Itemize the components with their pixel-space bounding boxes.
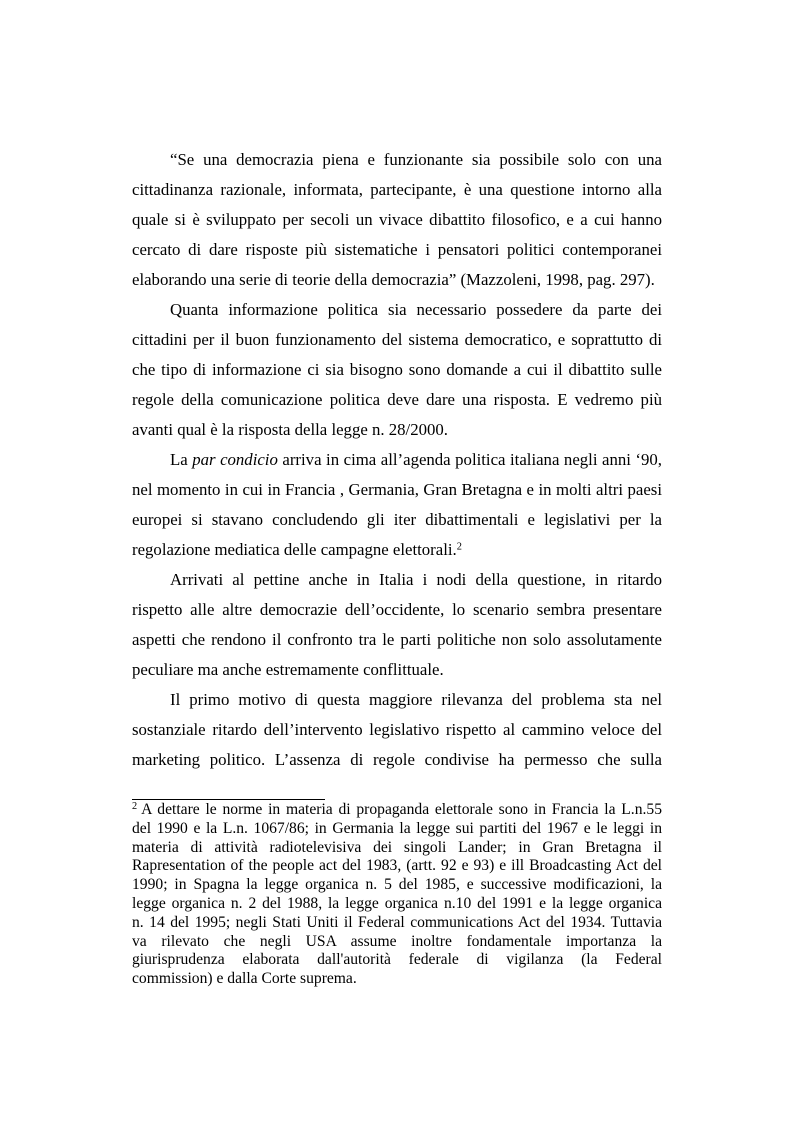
footnote-line: del 1990 e la L.n. 1067/86; in Germania la legge sui partiti del 1967 e le leggi in bbox=[132, 819, 662, 837]
text-line: europei si stavano concludendo gli iter dibattimentali e legislativi per la bbox=[132, 510, 662, 529]
footnote-line: commission) e dalla Corte suprema. bbox=[132, 970, 357, 988]
text-line: aspetti che rendono il confronto tra le parti politiche non solo assolutamente bbox=[132, 630, 662, 649]
text-line: Arrivati al pettine anche in Italia i nodi della questione, in ritardo bbox=[170, 570, 662, 589]
text-line: che tipo di informazione ci sia bisogno sono domande a cui il dibattito sulle bbox=[132, 360, 662, 379]
text-line: avanti qual è la risposta della legge n. 28/2000. bbox=[132, 420, 448, 439]
footnote-marker: 2 bbox=[132, 801, 138, 812]
text-line: nel momento in cui in Francia , Germania, Gran Bretagna e in molti altri paesi bbox=[132, 480, 662, 499]
text-segment: arriva in cima all’agenda politica italiana negli anni ‘90, bbox=[277, 450, 662, 469]
footnote-line: n. 14 del 1995; negli Stati Uniti il Federal communications Act del 1934. Tuttavia bbox=[132, 913, 662, 931]
footnote-line: giurisprudenza elaborata dall'autorità federale di vigilanza (la Federal bbox=[132, 951, 662, 969]
paragraph bbox=[132, 565, 662, 685]
text-line: marketing politico. L’assenza di regole condivise ha permesso che sulla bbox=[132, 750, 662, 769]
footnote bbox=[132, 801, 662, 989]
paragraph bbox=[132, 295, 662, 445]
text-line: peculiare ma anche estremamente conflittuale. bbox=[132, 660, 444, 679]
footnote-line bbox=[132, 801, 662, 820]
text-line: Quanta informazione politica sia necessario possedere da parte dei bbox=[170, 300, 662, 319]
footnote-line: legge organica n. 2 del 1988, la legge organica n.10 del 1991 e la legge organica bbox=[132, 894, 662, 912]
italic-term: par condicio bbox=[192, 450, 278, 469]
text-line: cittadinanza razionale, informata, partecipante, è una questione intorno alla bbox=[132, 180, 662, 199]
paragraph bbox=[132, 445, 662, 565]
footnote-line: 1990; in Spagna la legge organica n. 5 del 1985, e successive modificazioni, la bbox=[132, 876, 662, 894]
text-line: “Se una democrazia piena e funzionante sia possibile solo con una bbox=[170, 150, 662, 169]
paragraph bbox=[132, 685, 662, 775]
text-line: cercato di dare risposte più sistematiche i pensatori politici contemporanei bbox=[132, 240, 662, 259]
footnote-line: materia di attività radiotelevisiva dei singoli Lander; in Gran Bretagna il bbox=[132, 838, 662, 856]
footnote-line: Rapresentation of the people act del 1983, (artt. 92 e 93) e ill Broadcasting Act del bbox=[132, 857, 662, 875]
text-line: Il primo motivo di questa maggiore rilevanza del problema sta nel bbox=[170, 690, 662, 709]
footnote-line: va rilevato che negli USA assume inoltre fondamentale importanza la bbox=[132, 932, 662, 950]
text-segment: regolazione mediatica delle campagne elettorali. bbox=[132, 540, 457, 559]
body-text bbox=[132, 145, 662, 775]
text-line: quale si è sviluppato per secoli un vivace dibattito filosofico, e a cui hanno bbox=[132, 210, 662, 229]
paragraph bbox=[132, 145, 662, 295]
text-segment: A dettare le norme in materia di propaganda elettorale sono in Francia la L.n.55 bbox=[141, 801, 662, 818]
text-line: elaborando una serie di teorie della democrazia” (Mazzoleni, 1998, pag. 297). bbox=[132, 270, 655, 289]
text-line: rispetto alle altre democrazie dell’occidente, lo scenario sembra presentare bbox=[132, 600, 662, 619]
text-line: sostanziale ritardo dell’intervento legislativo rispetto al cammino veloce del bbox=[132, 720, 662, 739]
text-line bbox=[132, 445, 662, 475]
text-line: regole della comunicazione politica deve dare una risposta. E vedremo più bbox=[132, 390, 662, 409]
text-line: cittadini per il buon funzionamento del sistema democratico, e soprattutto di bbox=[132, 330, 662, 349]
text-segment: La bbox=[170, 450, 193, 469]
footnote-separator bbox=[132, 799, 325, 800]
footnote-reference: 2 bbox=[456, 541, 462, 553]
text-line bbox=[132, 535, 662, 565]
